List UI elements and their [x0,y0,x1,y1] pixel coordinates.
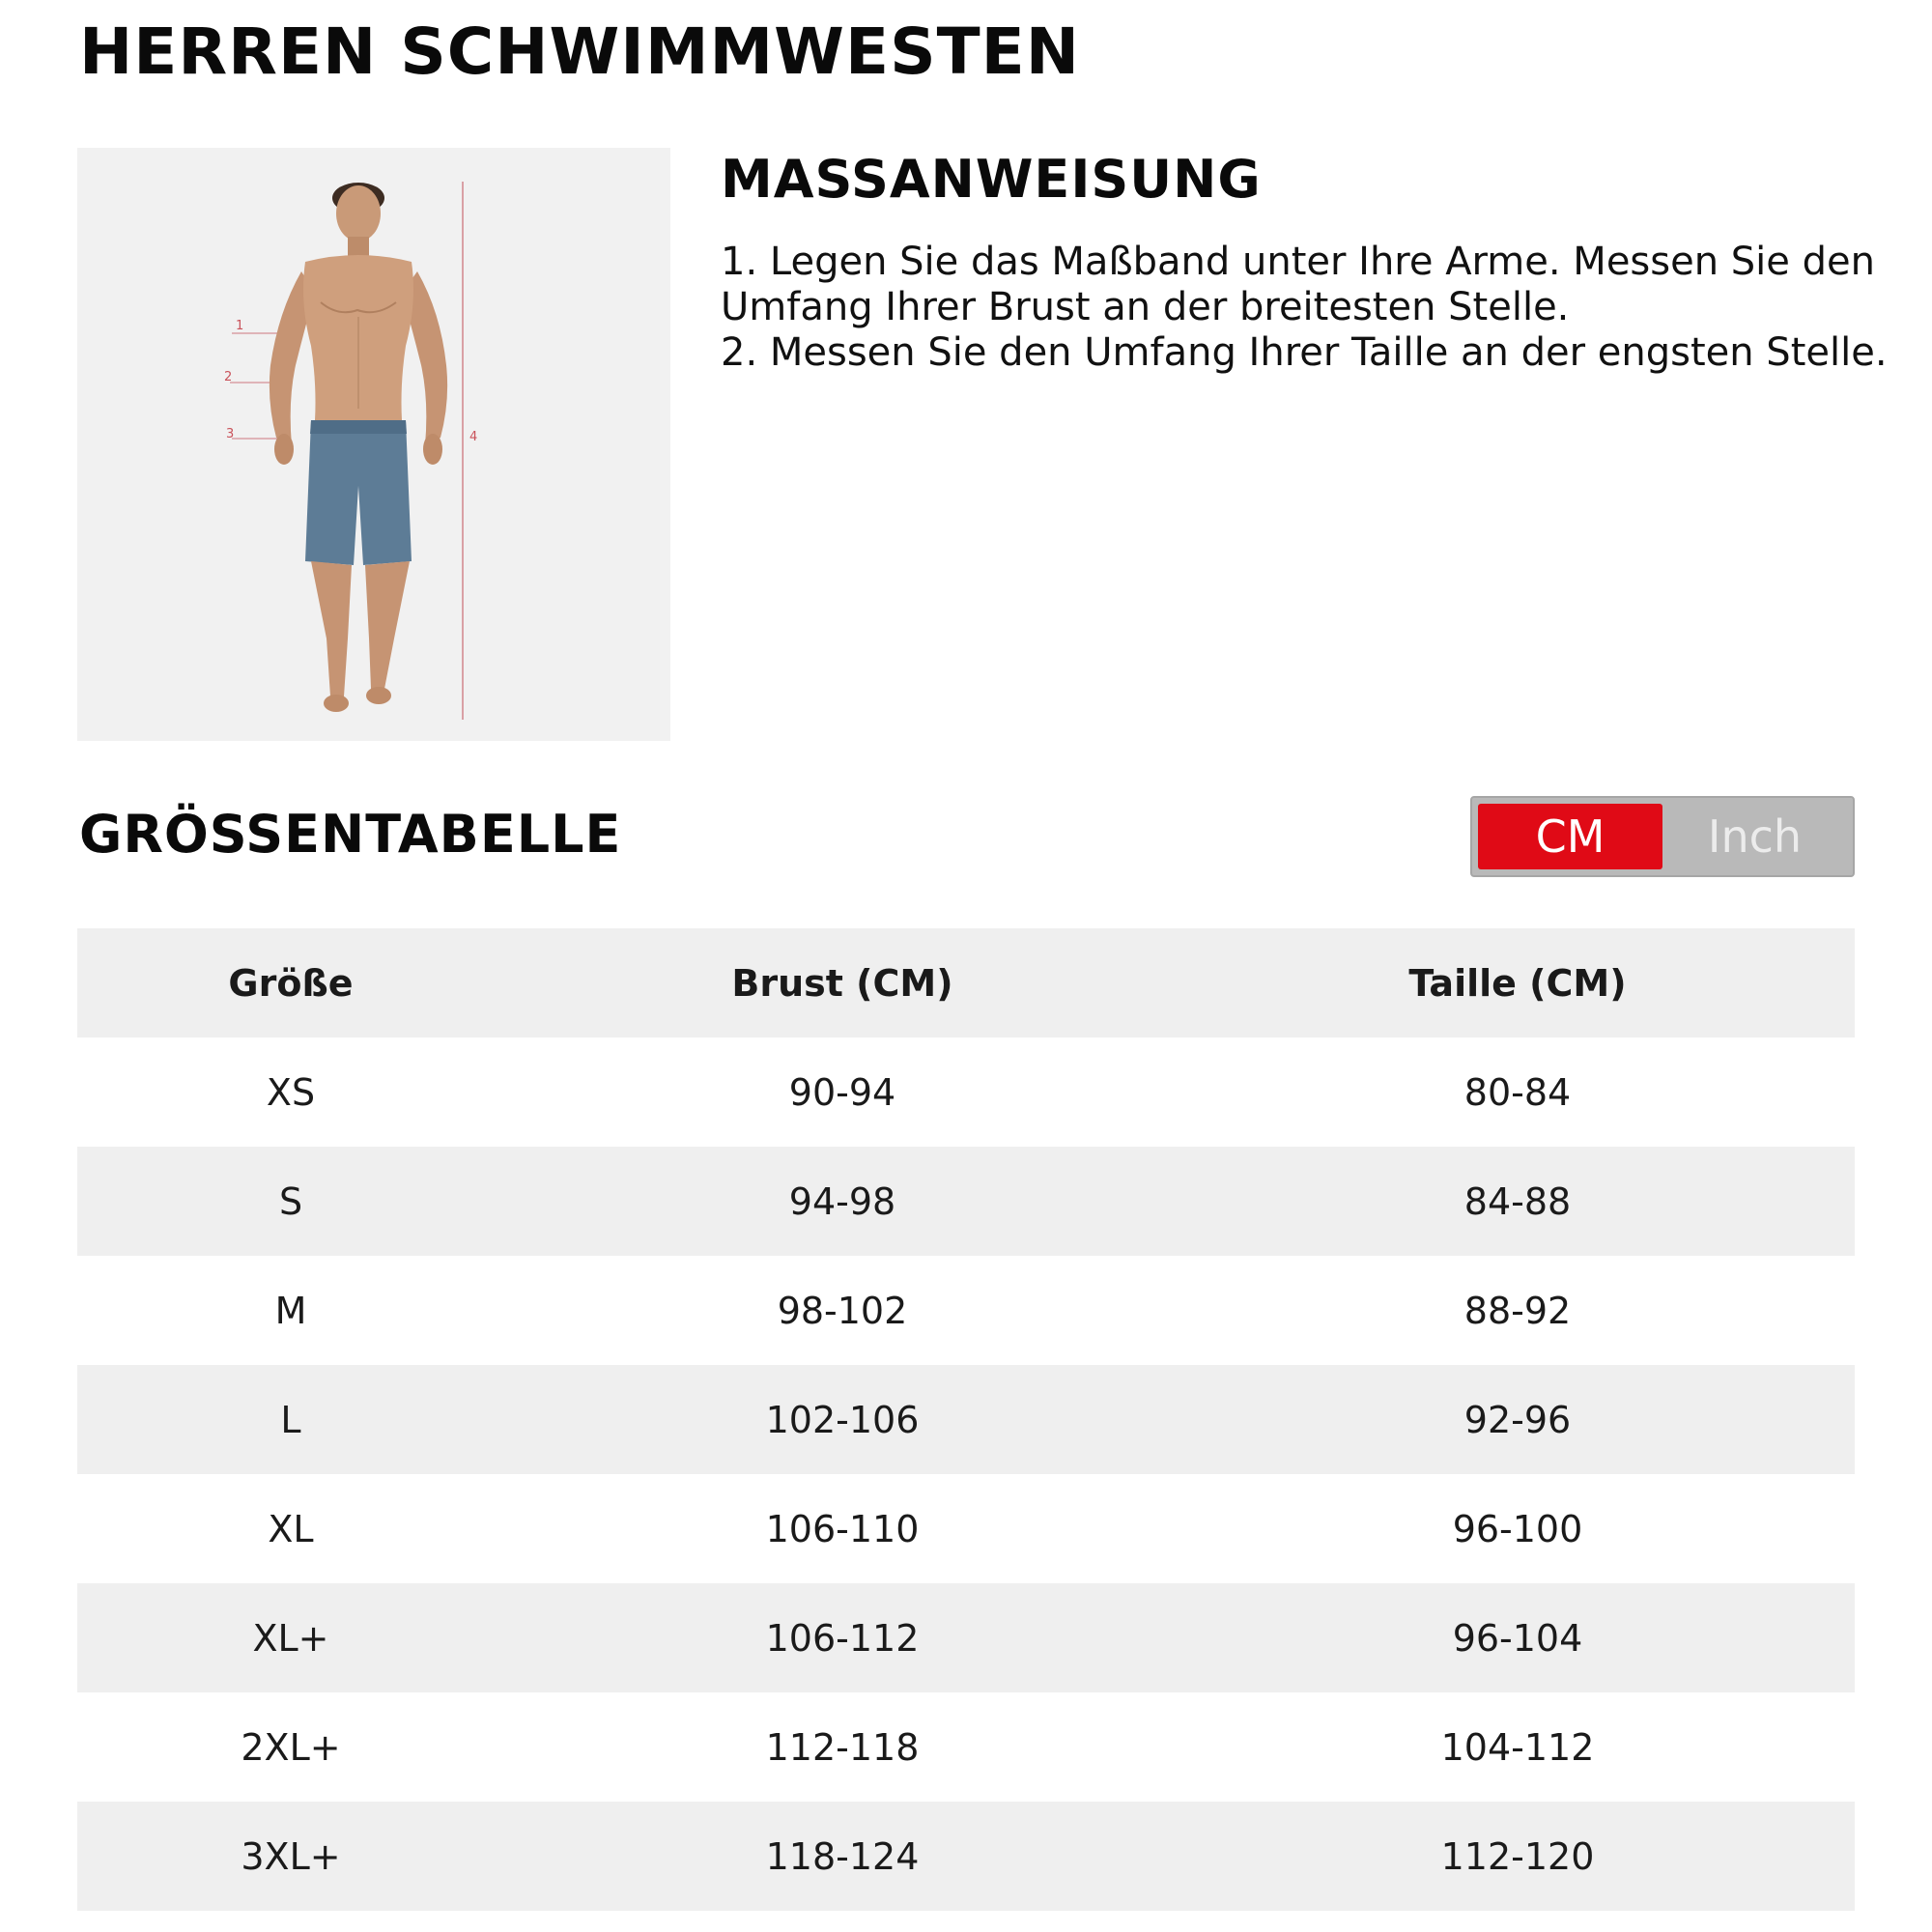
marker-4: 4 [469,430,478,444]
cell-chest: 106-110 [504,1474,1180,1583]
cell-chest: 90-94 [504,1037,1180,1147]
size-chart-table [77,928,1855,1911]
cell-size: 3XL+ [77,1802,504,1911]
header-waist: Taille (CM) [1180,928,1855,1037]
unit-cm-button[interactable]: CM [1478,804,1662,869]
table-row [77,1802,1855,1911]
table-row [77,1256,1855,1365]
cell-size: 2XL+ [77,1692,504,1802]
cell-size: S [77,1147,504,1256]
unit-toggle[interactable] [1470,796,1855,877]
measuring-step-waist: 2. Messen Sie den Umfang Ihrer Taille an der engsten Stelle. [721,330,1888,375]
table-row [77,1692,1855,1802]
marker-2: 2 [224,370,233,384]
cell-size: XS [77,1037,504,1147]
cell-chest: 98-102 [504,1256,1180,1365]
model-figure-illustration [77,148,670,741]
cell-chest: 102-106 [504,1365,1180,1474]
cell-chest: 94-98 [504,1147,1180,1256]
header-size: Größe [77,928,504,1037]
cell-waist: 92-96 [1180,1365,1855,1474]
marker-3: 3 [226,427,235,441]
page-title: HERREN SCHWIMMWESTEN [79,14,1080,89]
size-table-title: GRÖSSENTABELLE [79,804,622,865]
cell-size: XL+ [77,1583,504,1692]
table-row [77,1147,1855,1256]
cell-chest: 112-118 [504,1692,1180,1802]
model-measurement-image [77,148,670,741]
table-row [77,1583,1855,1692]
cell-waist: 84-88 [1180,1147,1855,1256]
cell-waist: 112-120 [1180,1802,1855,1911]
unit-inch-button[interactable]: Inch [1707,810,1803,863]
cell-size: M [77,1256,504,1365]
measuring-guide-text [721,240,1889,376]
header-chest: Brust (CM) [504,928,1180,1037]
cell-waist: 88-92 [1180,1256,1855,1365]
cell-size: L [77,1365,504,1474]
cell-chest: 106-112 [504,1583,1180,1692]
cell-waist: 96-100 [1180,1474,1855,1583]
table-header-row [77,928,1855,1037]
table-row [77,1474,1855,1583]
measuring-step-chest: 1. Legen Sie das Maßband unter Ihre Arme. Messen Sie den Umfang Ihrer Brust an der breitesten Stelle. [721,240,1875,329]
cell-size: XL [77,1474,504,1583]
cell-chest: 118-124 [504,1802,1180,1911]
measuring-guide-title: MASSANWEISUNG [721,149,1262,210]
table-row [77,1365,1855,1474]
cell-waist: 80-84 [1180,1037,1855,1147]
table-row [77,1037,1855,1147]
cell-waist: 96-104 [1180,1583,1855,1692]
cell-waist: 104-112 [1180,1692,1855,1802]
marker-1: 1 [236,319,244,333]
